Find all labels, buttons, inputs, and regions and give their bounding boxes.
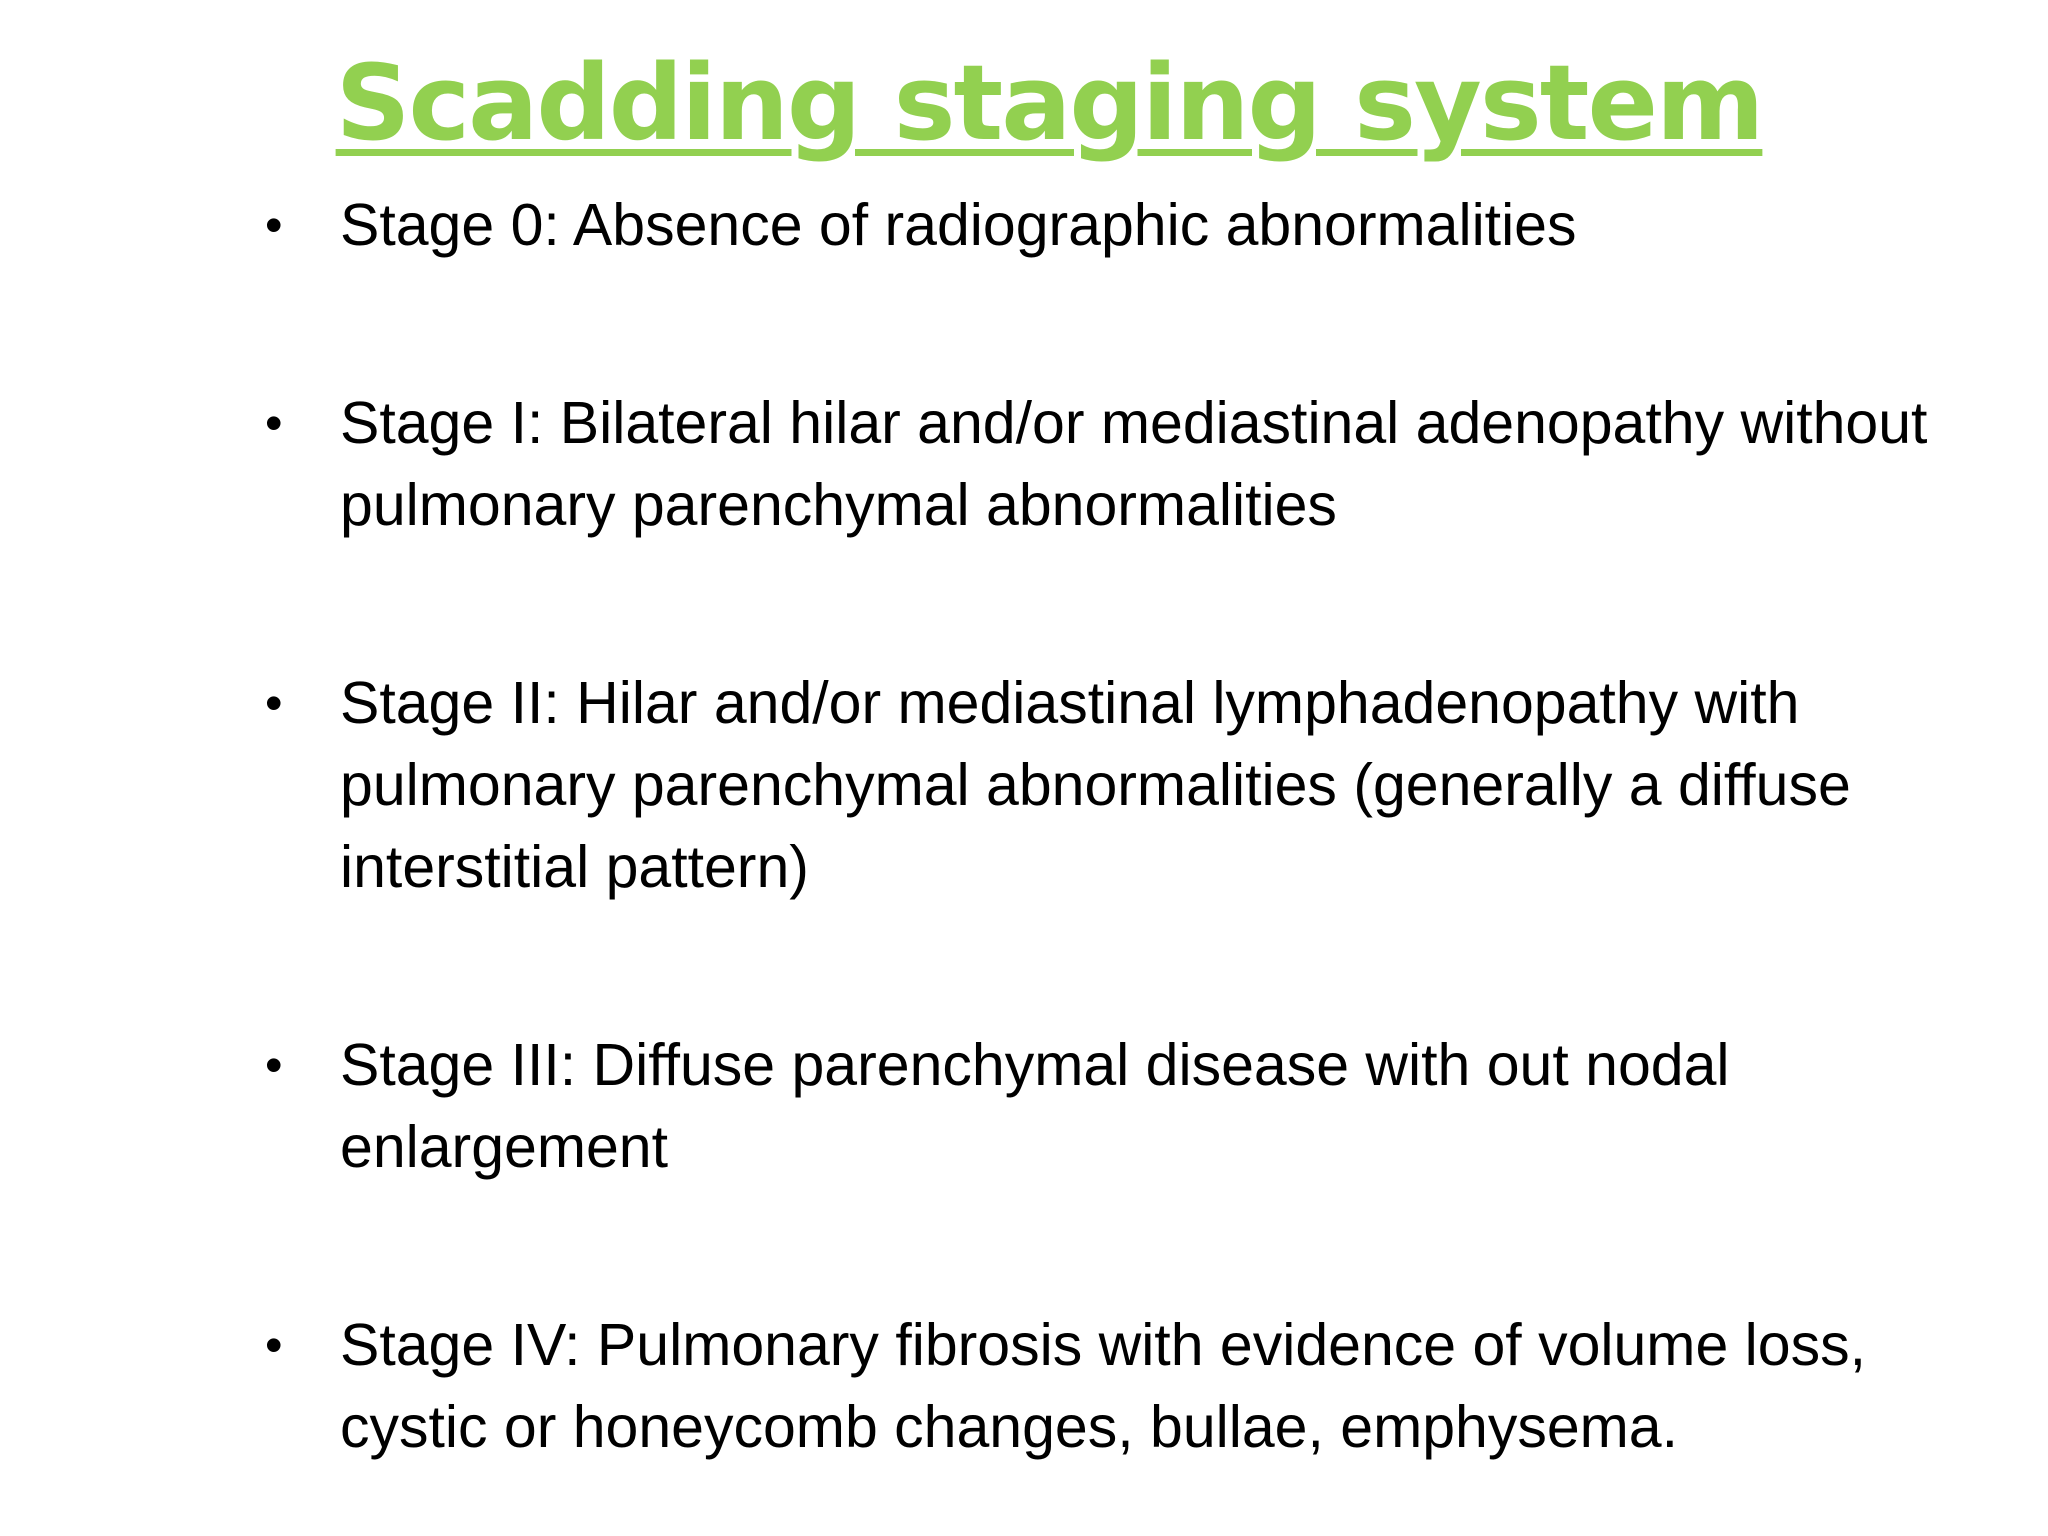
bullet-text: Stage II: Hilar and/or mediastinal lymphadenopathy with pulmonary parenchymal abnormalities (generally a diffuse interstitial pattern)	[340, 670, 1851, 900]
bullet-text: Stage IV: Pulmonary fibrosis with evidence of volume loss, cystic or honeycomb changes, bullae, emphysema.	[340, 1312, 1866, 1460]
bullet-dot-icon: •	[265, 675, 283, 731]
slide-title: Scadding staging system	[335, 42, 1763, 164]
bullet-item-stage-1	[255, 382, 1955, 546]
bullet-dot-icon: •	[265, 197, 283, 253]
bullet-dot-icon: •	[265, 395, 283, 451]
bullet-item-stage-3	[255, 1024, 1955, 1188]
bullet-dot-icon: •	[265, 1037, 283, 1093]
bullet-dot-icon: •	[265, 1317, 283, 1373]
bullet-item-stage-0	[255, 184, 1955, 266]
bullet-list	[255, 184, 1955, 1468]
bullet-item-stage-2	[255, 662, 1955, 908]
bullet-item-stage-4	[255, 1304, 1955, 1468]
bullet-text: Stage I: Bilateral hilar and/or mediastinal adenopathy without pulmonary parenchymal abnormalities	[340, 390, 1928, 538]
bullet-text: Stage III: Diffuse parenchymal disease with out nodal enlargement	[340, 1032, 1730, 1180]
bullet-text: Stage 0: Absence of radiographic abnormalities	[340, 192, 1577, 258]
